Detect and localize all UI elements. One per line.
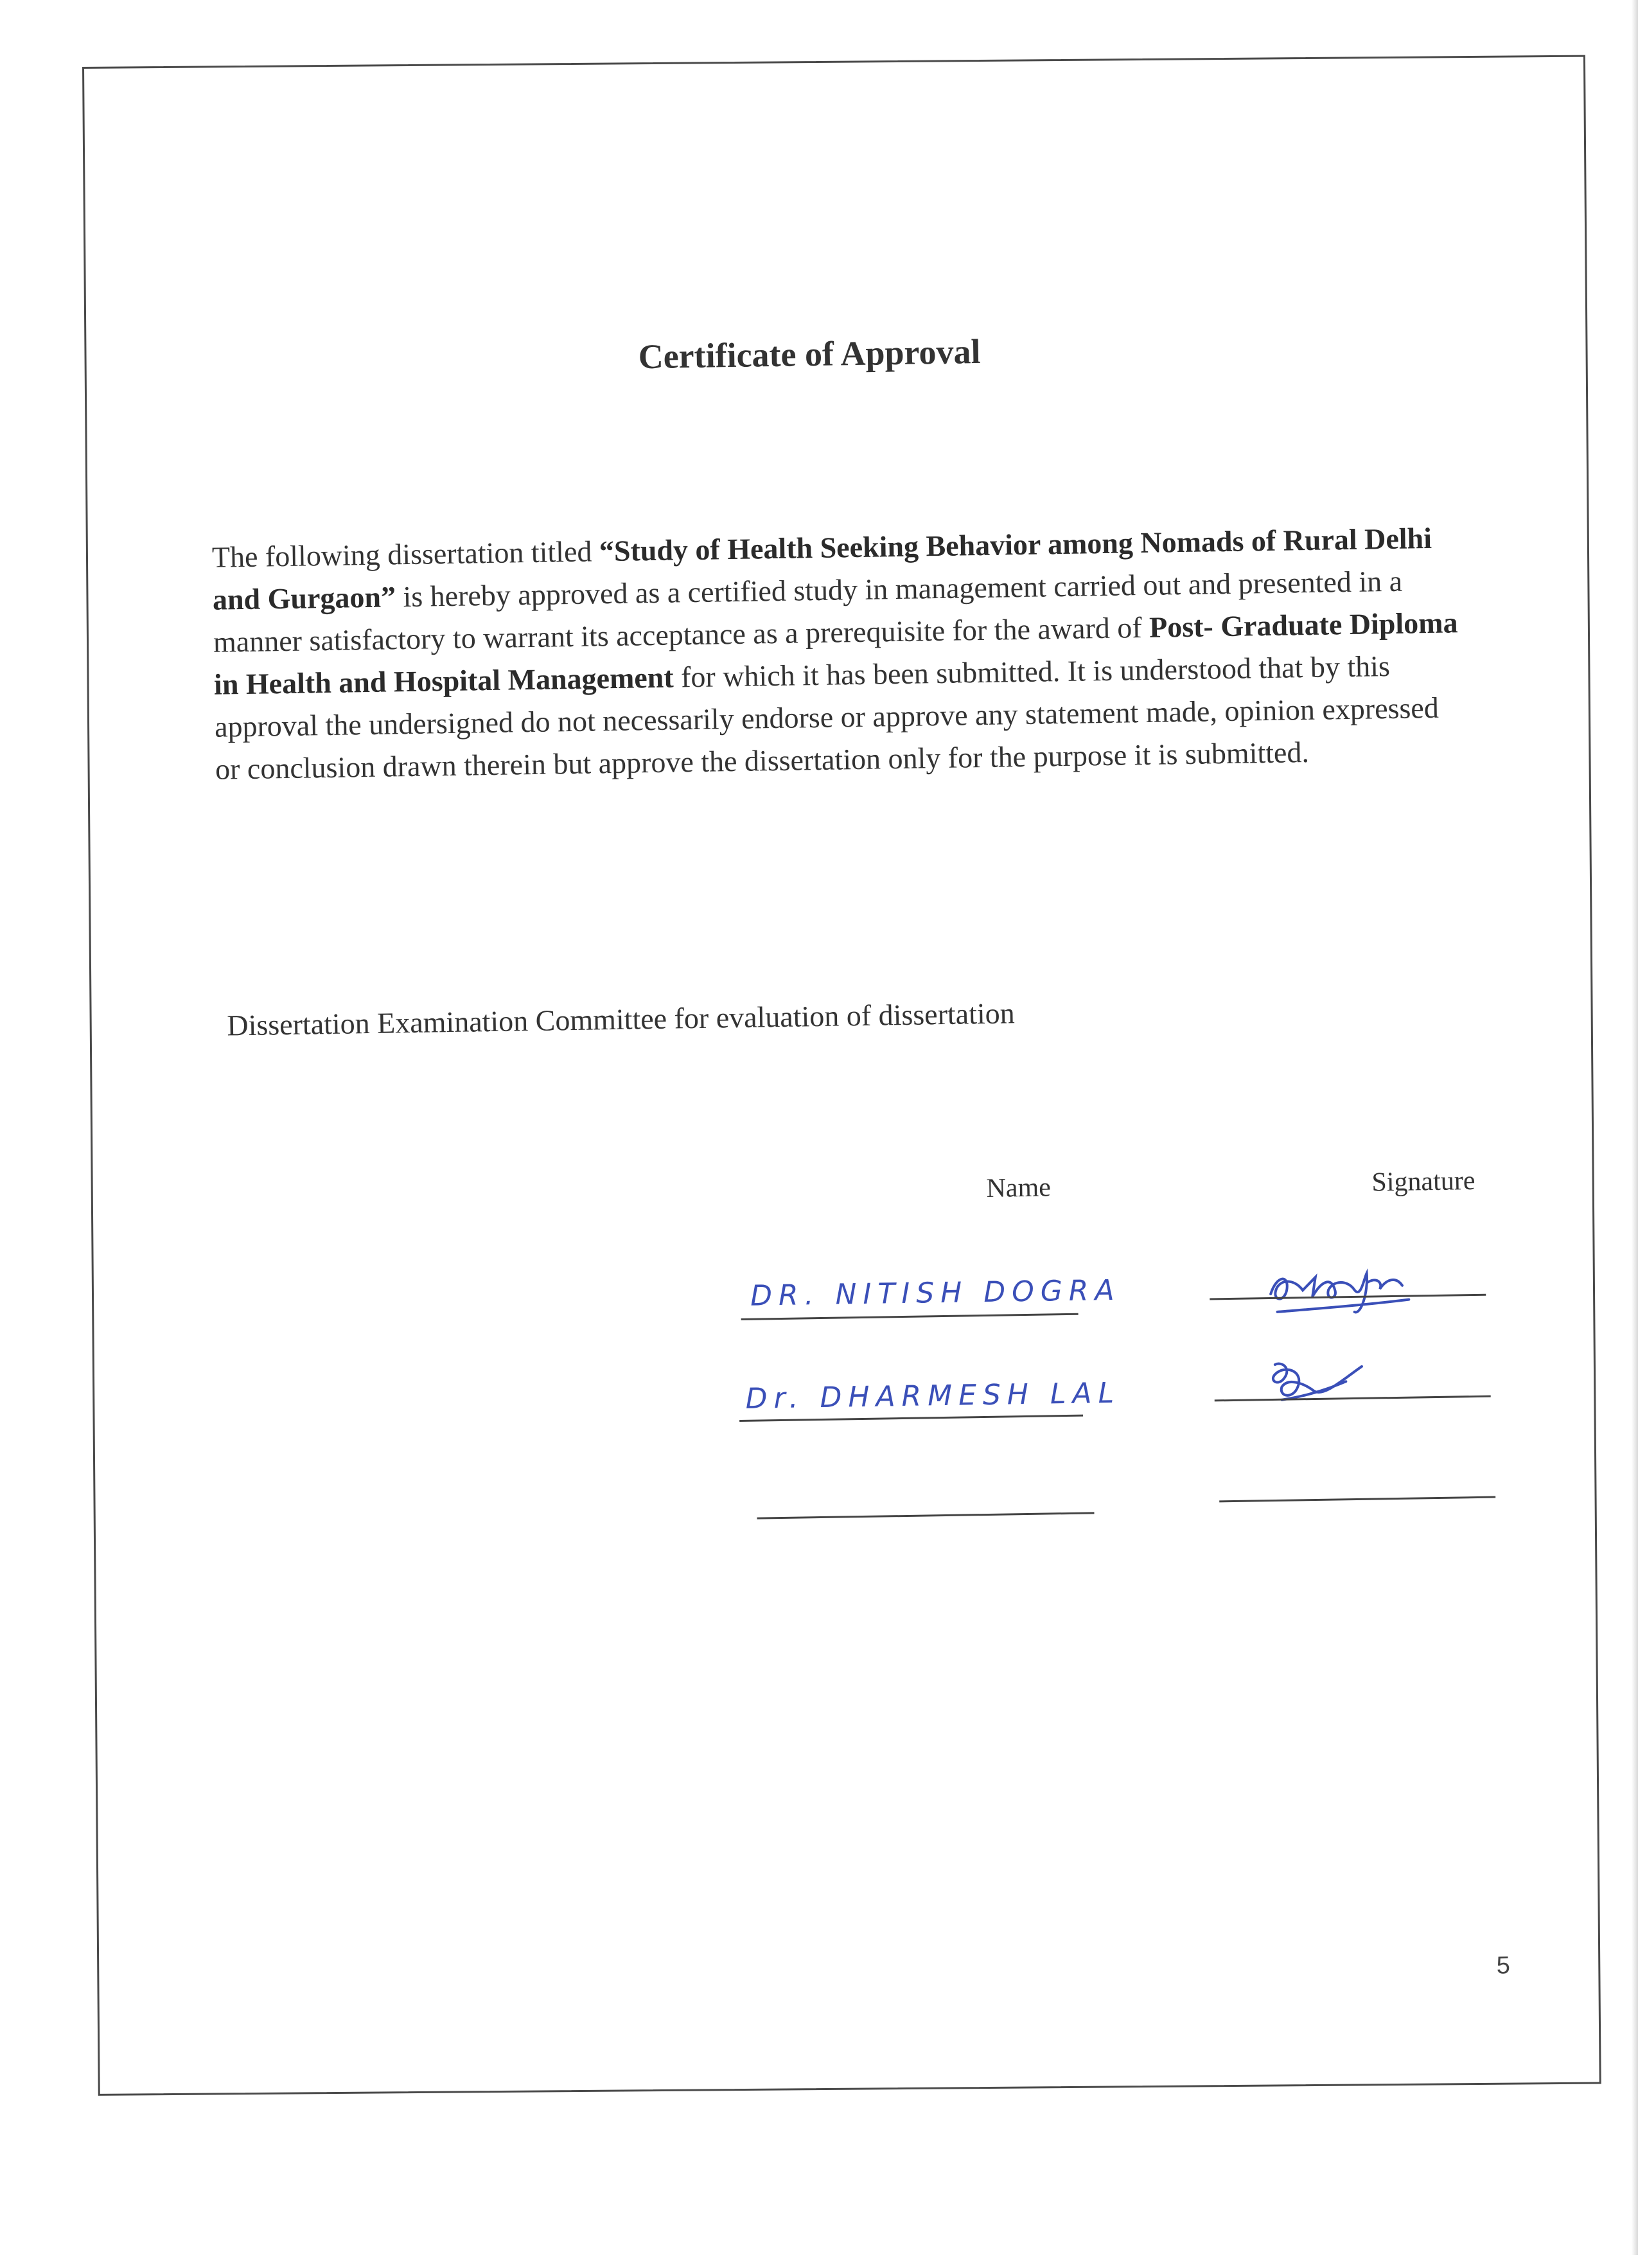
dissertation-title: “Study of Health Seeking Behavior among Nomads of Rural Delhi and Gurgaon”: [212, 521, 1432, 616]
paragraph-end: for which it has been submitted. It is understood that by this approval the undersigned do not necessarily endorse or approve any statement made, opinion expressed or conclusion drawn therein but approve the dissertation only for the purpose it is submitted.: [214, 649, 1440, 786]
member-1-signature: [1257, 1253, 1425, 1326]
member-2-name-line: [739, 1415, 1083, 1422]
member-1-name: DR. NITISH DOGRA: [750, 1273, 1121, 1313]
program-name: Post- Graduate Diploma in Health and Hospital Management: [213, 606, 1458, 701]
member-2-name: Dr. DHARMESH LAL: [745, 1376, 1121, 1415]
member-3-name-line: [757, 1512, 1095, 1519]
page-number: 5: [1496, 1952, 1511, 1980]
paragraph-intro: The following dissertation titled: [211, 535, 600, 574]
approval-paragraph: [211, 517, 1461, 790]
paragraph-middle: is hereby approved as a certified study in management carried out and presented in a manner satisfactory to warrant its acceptance as a prerequisite for the award of: [213, 564, 1403, 659]
member-2-signature: [1259, 1350, 1376, 1416]
member-3-signature-line: [1219, 1496, 1495, 1503]
signature-column-heading: Signature: [1371, 1166, 1475, 1198]
member-1-name-line: [741, 1313, 1079, 1320]
committee-heading: Dissertation Examination Committee for evaluation of dissertation: [226, 997, 1016, 1042]
page-title: Certificate of Approval: [638, 332, 981, 377]
name-column-heading: Name: [986, 1173, 1052, 1203]
